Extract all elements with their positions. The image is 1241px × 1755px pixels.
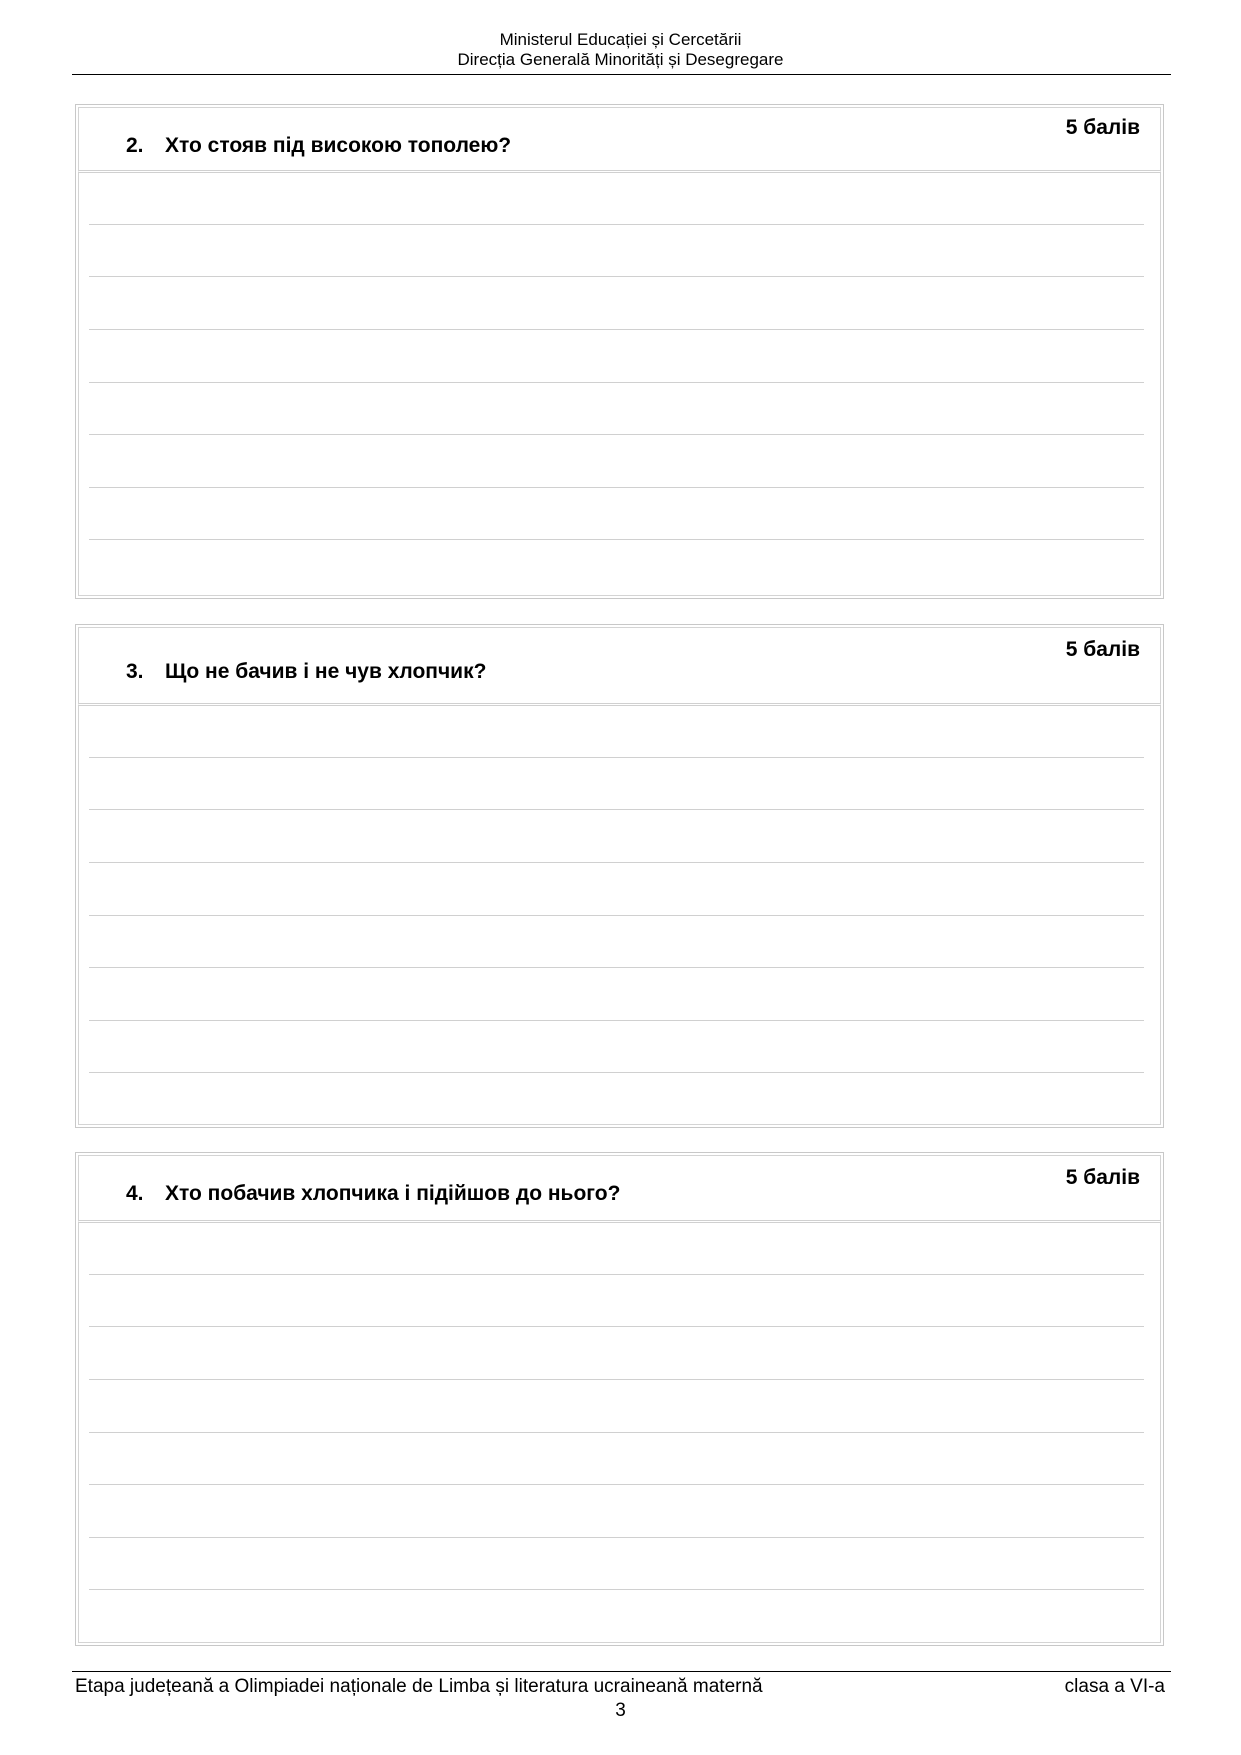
question-number: 2. [126, 134, 144, 157]
answer-line [89, 757, 1144, 758]
answer-area[interactable] [78, 1223, 1161, 1643]
question-points: 5 балів [1065, 116, 1140, 139]
answer-line [89, 224, 1144, 225]
answer-line [89, 1072, 1144, 1073]
answer-line [89, 862, 1144, 863]
question-text: Хто стояв під високою тополею? [165, 134, 512, 157]
answer-line [89, 382, 1144, 383]
header-ministry: Ministerul Educației și Cercetării [499, 30, 742, 49]
answer-line [89, 1020, 1144, 1021]
question-number: 3. [126, 660, 144, 683]
question-points: 5 балів [1065, 1166, 1140, 1189]
page-number: 3 [615, 1700, 626, 1721]
footer-divider [72, 1671, 1171, 1672]
answer-line [89, 329, 1144, 330]
answer-line [89, 276, 1144, 277]
answer-line [89, 1537, 1144, 1538]
answer-line [89, 1326, 1144, 1327]
answer-line [89, 1484, 1144, 1485]
question-box-4 [75, 1152, 1164, 1646]
answer-line [89, 967, 1144, 968]
answer-line [89, 487, 1144, 488]
answer-line [89, 539, 1144, 540]
question-points: 5 балів [1065, 638, 1140, 661]
answer-line [89, 434, 1144, 435]
answer-area[interactable] [78, 706, 1161, 1125]
answer-line [89, 1589, 1144, 1590]
question-number: 4. [126, 1182, 144, 1205]
question-box-3 [75, 624, 1164, 1128]
question-header [78, 627, 1161, 706]
question-text: Що не бачив і не чув хлопчик? [165, 660, 487, 683]
header-directorate: Direcția Generală Minorități și Desegregare [457, 50, 784, 69]
answer-line [89, 915, 1144, 916]
answer-line [89, 1432, 1144, 1433]
question-text: Хто побачив хлопчика і підійшов до нього? [165, 1182, 621, 1205]
answer-line [89, 1274, 1144, 1275]
footer-competition: Etapa județeană a Olimpiadei naționale de Limba și literatura ucraineană maternă [75, 1676, 763, 1697]
question-box-2 [75, 104, 1164, 599]
answer-line [89, 1379, 1144, 1380]
question-header [78, 107, 1161, 173]
page-header [0, 30, 1241, 70]
answer-area[interactable] [78, 173, 1161, 596]
footer-grade: clasa a VI-a [1064, 1676, 1165, 1697]
question-header [78, 1155, 1161, 1223]
header-divider [72, 74, 1171, 75]
answer-line [89, 809, 1144, 810]
